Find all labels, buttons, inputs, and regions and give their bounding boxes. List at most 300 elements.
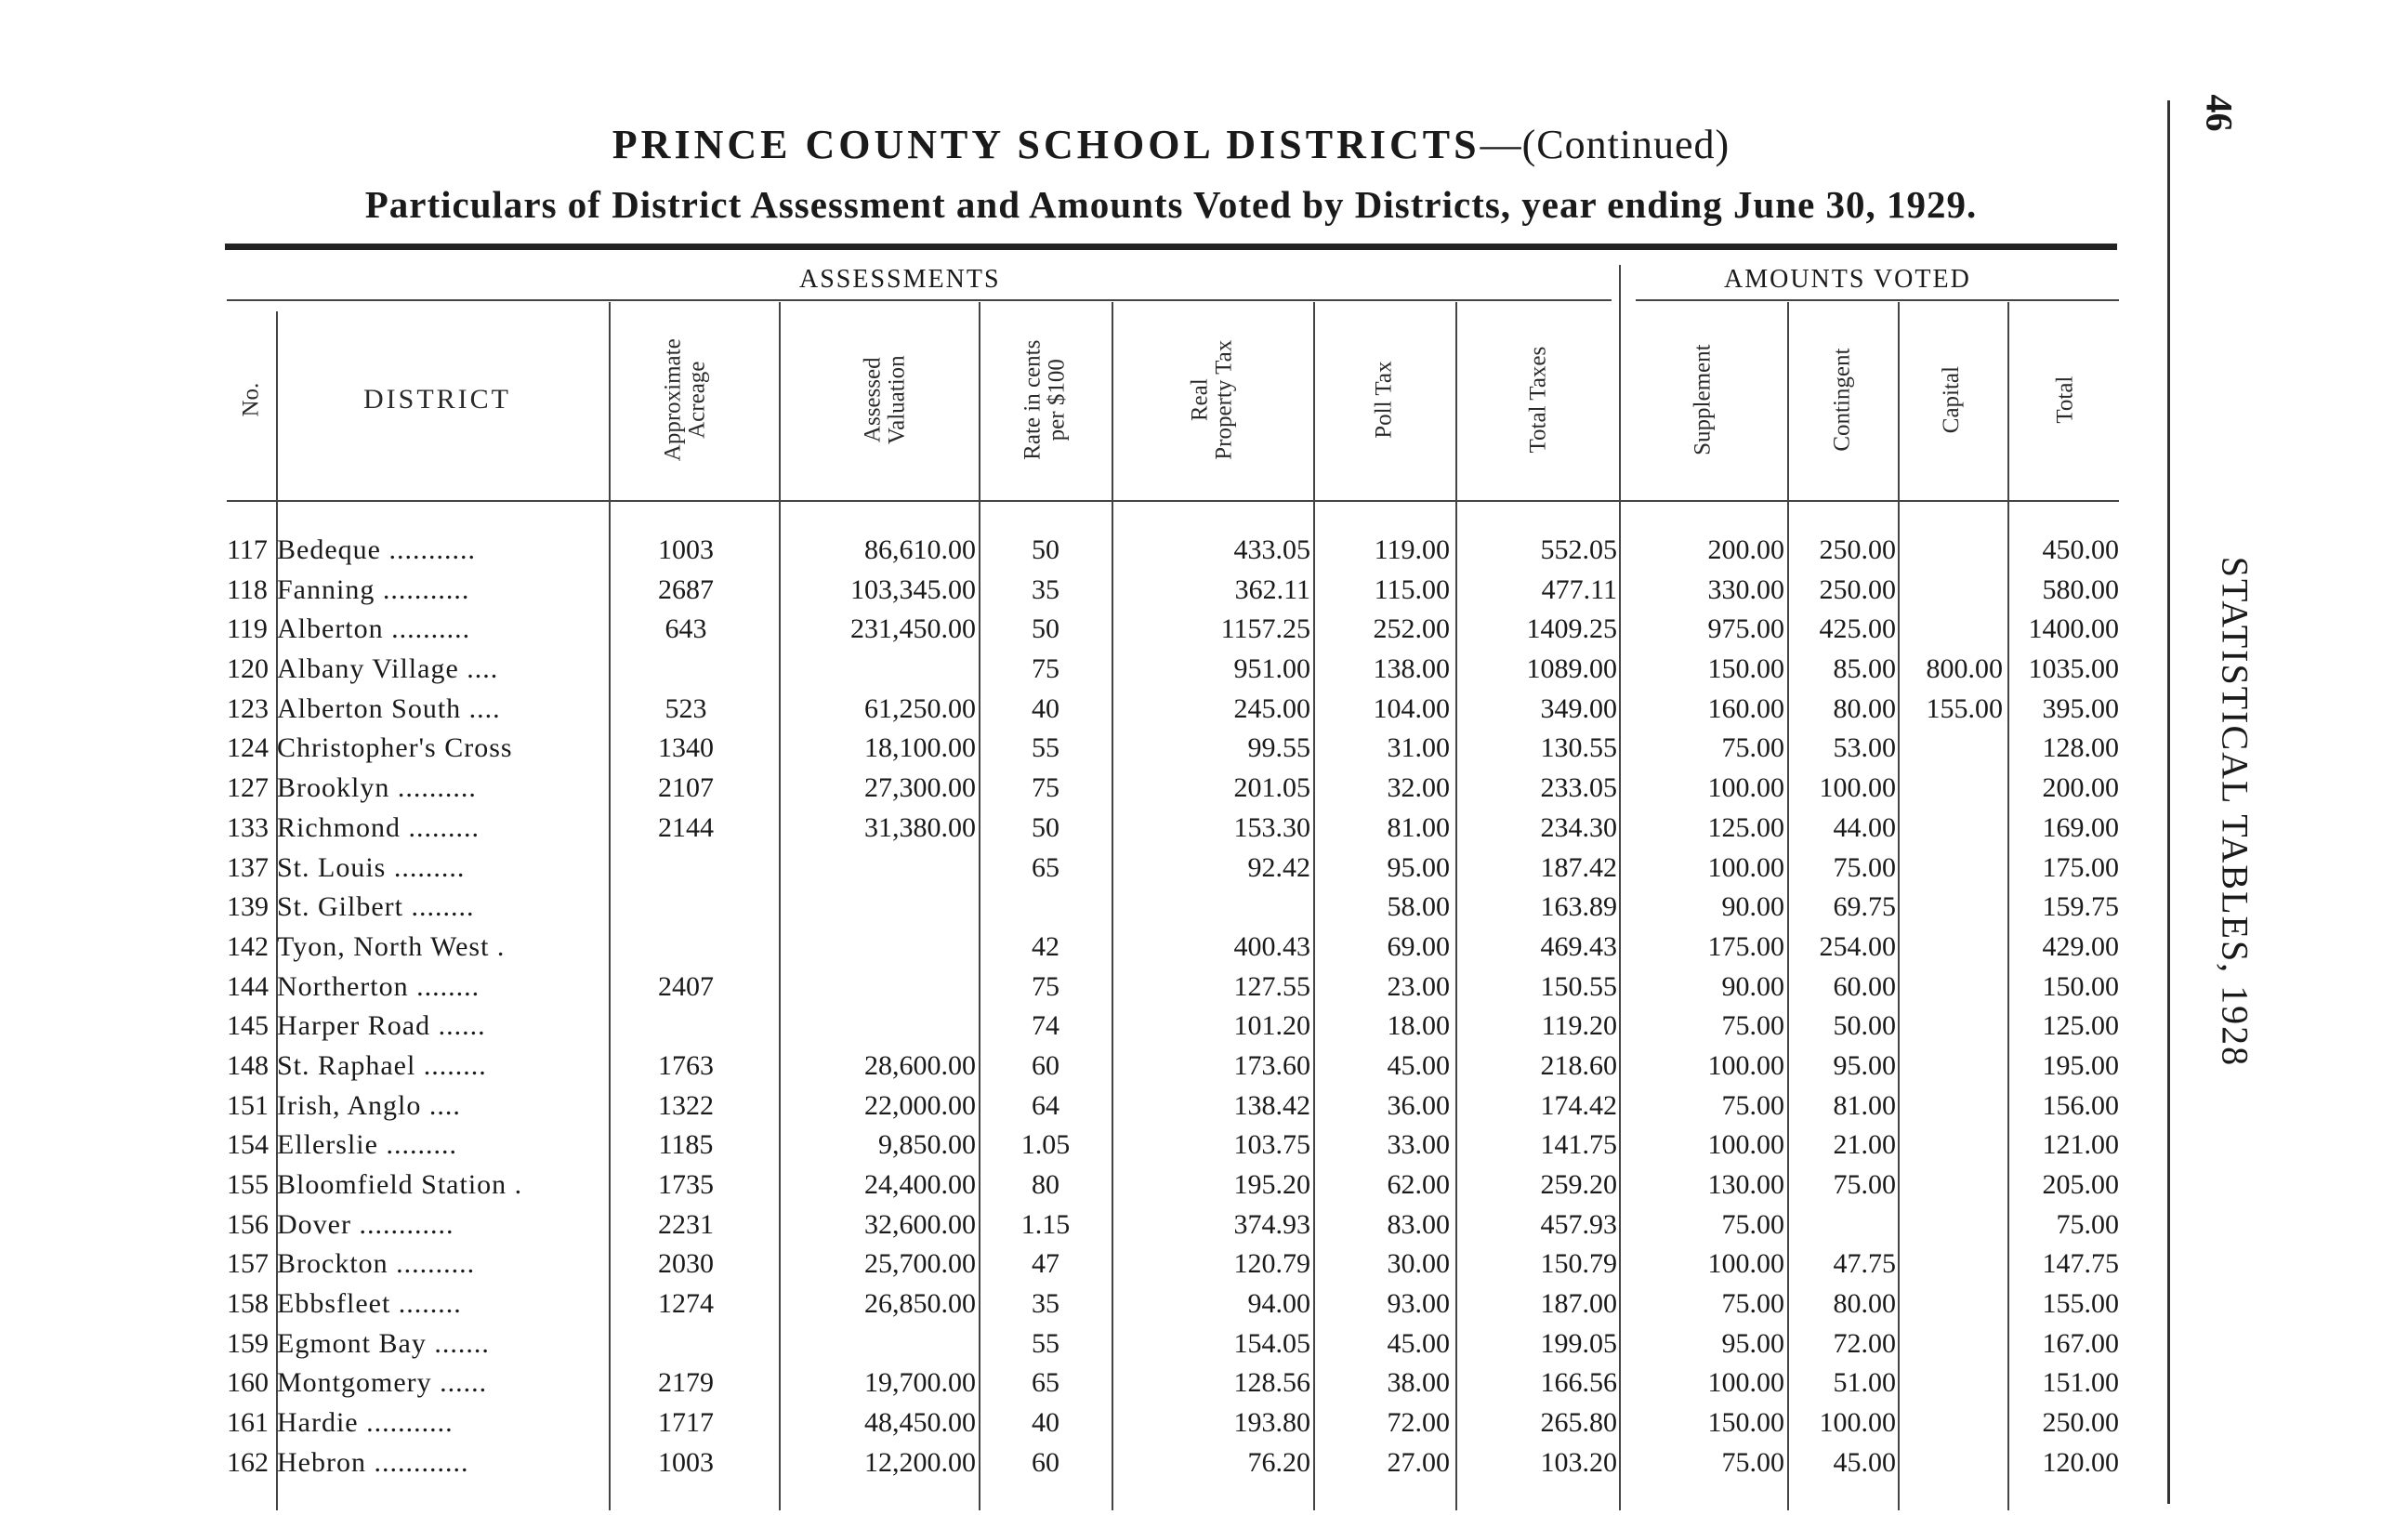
table-row [0,1367,2408,1407]
cell-total-taxes: 174.42 [1540,1089,1617,1121]
cell-valuation: 31,380.00 [864,811,976,843]
cell-acreage: 1717 [658,1407,714,1439]
page-number: 46 [2198,94,2241,132]
cell-real-tax: 193.80 [1233,1407,1310,1439]
cell-no: 148 [227,1049,269,1081]
cell-supplement: 975.00 [1707,613,1784,645]
cell-district: Tyon, North West . [277,930,506,962]
cell-district: Alberton South .... [277,692,501,724]
cell-total-taxes: 187.00 [1540,1288,1617,1320]
table-row [0,1248,2408,1288]
cell-real-tax: 153.30 [1233,811,1310,843]
table-row [0,772,2408,812]
cell-no: 142 [227,930,269,962]
cell-supplement: 90.00 [1721,970,1784,1002]
cell-total: 429.00 [2042,930,2119,962]
cell-real-tax: 195.20 [1233,1169,1310,1200]
cell-capital: 800.00 [1926,653,2003,685]
cell-real-tax: 92.42 [1247,851,1310,883]
table-row [0,1169,2408,1209]
cell-poll-tax: 252.00 [1373,613,1450,645]
cell-total: 125.00 [2042,1010,2119,1042]
cell-valuation: 19,700.00 [864,1367,976,1399]
cell-contingent: 53.00 [1833,732,1896,764]
cell-supplement: 75.00 [1721,1208,1784,1240]
cell-total: 205.00 [2042,1169,2119,1200]
cell-capital: 155.00 [1926,692,2003,724]
cell-acreage: 523 [665,692,707,724]
cell-contingent: 69.75 [1833,891,1896,923]
cell-total: 1400.00 [2028,613,2119,645]
cell-contingent: 85.00 [1833,653,1896,685]
cell-poll-tax: 115.00 [1374,573,1450,605]
cell-district: St. Gilbert ........ [277,891,475,923]
cell-no: 118 [227,573,268,605]
cell-valuation: 24,400.00 [864,1169,976,1200]
cell-supplement: 75.00 [1721,1010,1784,1042]
cell-no: 157 [227,1248,269,1280]
cell-poll-tax: 18.00 [1387,1010,1450,1042]
cell-supplement: 95.00 [1721,1327,1784,1359]
cell-district: Hardie ........... [277,1407,454,1439]
cell-district: St. Louis ......... [277,851,466,883]
cell-total-taxes: 130.55 [1540,732,1617,764]
cell-total-taxes: 477.11 [1541,573,1617,605]
cell-district: Hebron ............ [277,1446,469,1478]
cell-no: 162 [227,1446,269,1478]
cell-contingent: 44.00 [1833,811,1896,843]
cell-valuation: 18,100.00 [864,732,976,764]
page-title [223,121,2119,168]
cell-valuation: 28,600.00 [864,1049,976,1081]
cell-supplement: 160.00 [1707,692,1784,724]
cell-supplement: 330.00 [1707,573,1784,605]
col-header-poll-tax: Poll Tax [1371,361,1397,439]
cell-district: Ebbsfleet ........ [277,1288,462,1320]
cell-acreage: 1185 [658,1129,714,1161]
cell-no: 158 [227,1288,269,1320]
cell-total-taxes: 218.60 [1540,1049,1617,1081]
district-table-body [0,534,2408,1487]
cell-district: Egmont Bay ....... [277,1327,490,1359]
cell-real-tax: 362.11 [1234,573,1310,605]
cell-total: 250.00 [2042,1407,2119,1439]
cell-valuation: 32,600.00 [864,1208,976,1240]
table-row [0,1407,2408,1447]
col-header-acreage: Approximate Acreage [660,338,710,461]
cell-rate: 74 [1032,1010,1059,1042]
table-row [0,1328,2408,1368]
cell-poll-tax: 33.00 [1387,1129,1450,1161]
cell-total-taxes: 469.43 [1540,930,1617,962]
table-row [0,852,2408,892]
cell-poll-tax: 36.00 [1387,1089,1450,1121]
cell-total: 156.00 [2042,1089,2119,1121]
cell-valuation: 48,450.00 [864,1407,976,1439]
cell-total: 147.75 [2042,1248,2119,1280]
cell-acreage: 1322 [658,1089,714,1121]
cell-no: 123 [227,692,269,724]
cell-district: Dover ............ [277,1208,454,1240]
table-row [0,1050,2408,1090]
margin-rule [2167,100,2170,1504]
cell-poll-tax: 31.00 [1387,732,1450,764]
cell-valuation: 27,300.00 [864,772,976,804]
cell-real-tax: 1157.25 [1220,613,1310,645]
cell-real-tax: 99.55 [1247,732,1310,764]
cell-valuation: 9,850.00 [878,1129,976,1161]
cell-supplement: 125.00 [1707,811,1784,843]
cell-district: Richmond ......... [277,811,480,843]
cell-real-tax: 94.00 [1247,1288,1310,1320]
table-row [0,1447,2408,1487]
cell-supplement: 100.00 [1707,1129,1784,1161]
col-header-total-taxes: Total Taxes [1524,346,1550,454]
cell-total-taxes: 163.89 [1540,891,1617,923]
cell-poll-tax: 95.00 [1387,851,1450,883]
cell-real-tax: 951.00 [1233,653,1310,685]
cell-acreage: 2030 [658,1248,714,1280]
cell-total: 175.00 [2042,851,2119,883]
cell-supplement: 100.00 [1707,772,1784,804]
cell-total: 167.00 [2042,1327,2119,1359]
cell-real-tax: 433.05 [1233,534,1310,565]
column-header-rule [227,500,2119,502]
cell-total-taxes: 349.00 [1540,692,1617,724]
cell-total: 450.00 [2042,534,2119,565]
cell-supplement: 200.00 [1707,534,1784,565]
cell-total-taxes: 1409.25 [1526,613,1617,645]
cell-acreage: 1340 [658,732,714,764]
cell-district: St. Raphael ........ [277,1049,487,1081]
cell-no: 155 [227,1169,269,1200]
cell-total-taxes: 166.56 [1540,1367,1617,1399]
cell-rate: 40 [1032,1407,1059,1439]
cell-total: 580.00 [2042,573,2119,605]
cell-real-tax: 128.56 [1233,1367,1310,1399]
cell-total: 159.75 [2042,891,2119,923]
cell-total-taxes: 119.20 [1541,1010,1617,1042]
cell-rate: 50 [1032,811,1059,843]
cell-contingent: 45.00 [1833,1446,1896,1478]
cell-poll-tax: 104.00 [1373,692,1450,724]
cell-rate: 60 [1032,1446,1059,1478]
cell-total-taxes: 233.05 [1540,772,1617,804]
cell-poll-tax: 93.00 [1387,1288,1450,1320]
page-subtitle: Particulars of District Assessment and Amounts Voted by Districts, year ending June 30, 1929. [364,183,1978,226]
cell-contingent: 75.00 [1833,851,1896,883]
cell-contingent: 51.00 [1833,1367,1896,1399]
cell-contingent: 47.75 [1833,1248,1896,1280]
cell-district: Montgomery ...... [277,1367,488,1399]
col-header-rate: Rate in cents per $100 [1020,339,1070,460]
cell-poll-tax: 83.00 [1387,1208,1450,1240]
table-row [0,812,2408,852]
cell-no: 133 [227,811,269,843]
title-main: PRINCE COUNTY SCHOOL DISTRICTS [612,122,1480,167]
cell-valuation: 22,000.00 [864,1089,976,1121]
cell-contingent: 100.00 [1819,772,1896,804]
cell-rate: 60 [1032,1049,1059,1081]
cell-rate: 65 [1032,851,1059,883]
cell-acreage: 1274 [658,1288,714,1320]
cell-rate: 55 [1032,1327,1059,1359]
group-rule-assessments [227,299,1612,301]
cell-total: 151.00 [2042,1367,2119,1399]
cell-poll-tax: 58.00 [1387,891,1450,923]
cell-poll-tax: 45.00 [1387,1049,1450,1081]
cell-supplement: 100.00 [1707,851,1784,883]
cell-rate: 1.15 [1020,1208,1071,1240]
cell-real-tax: 173.60 [1233,1049,1310,1081]
cell-no: 159 [227,1327,269,1359]
cell-total: 155.00 [2042,1288,2119,1320]
cell-contingent: 72.00 [1833,1327,1896,1359]
cell-supplement: 100.00 [1707,1367,1784,1399]
cell-total-taxes: 150.55 [1540,970,1617,1002]
cell-valuation: 103,345.00 [850,573,976,605]
table-row [0,1288,2408,1328]
cell-contingent: 254.00 [1819,930,1896,962]
cell-valuation: 61,250.00 [864,692,976,724]
cell-total-taxes: 187.42 [1540,851,1617,883]
cell-total: 200.00 [2042,772,2119,804]
cell-total-taxes: 141.75 [1540,1129,1617,1161]
cell-real-tax: 245.00 [1233,692,1310,724]
table-row [0,1010,2408,1050]
cell-real-tax: 154.05 [1233,1327,1310,1359]
table-row [0,1209,2408,1249]
cell-real-tax: 374.93 [1233,1208,1310,1240]
cell-contingent: 21.00 [1833,1129,1896,1161]
cell-poll-tax: 62.00 [1387,1169,1450,1200]
table-row [0,574,2408,614]
cell-district: Northerton ........ [277,970,480,1002]
cell-acreage: 2107 [658,772,714,804]
cell-supplement: 75.00 [1721,1446,1784,1478]
cell-no: 127 [227,772,269,804]
cell-no: 154 [227,1129,269,1161]
cell-poll-tax: 45.00 [1387,1327,1450,1359]
cell-no: 161 [227,1407,269,1439]
cell-contingent: 250.00 [1819,534,1896,565]
cell-no: 119 [227,613,268,645]
table-row [0,891,2408,931]
cell-rate: 50 [1032,613,1059,645]
cell-total-taxes: 265.80 [1540,1407,1617,1439]
cell-total: 121.00 [2042,1129,2119,1161]
cell-acreage: 2179 [658,1367,714,1399]
cell-real-tax: 120.79 [1233,1248,1310,1280]
table-row [0,653,2408,693]
cell-acreage: 2687 [658,573,714,605]
col-header-district: DISTRICT [363,384,511,415]
cell-district: Irish, Anglo .... [277,1089,461,1121]
cell-supplement: 100.00 [1707,1049,1784,1081]
cell-supplement: 75.00 [1721,1089,1784,1121]
cell-total-taxes: 1089.00 [1526,653,1617,685]
cell-no: 124 [227,732,269,764]
cell-real-tax: 400.43 [1233,930,1310,962]
cell-total-taxes: 150.79 [1540,1248,1617,1280]
table-row [0,931,2408,971]
cell-total-taxes: 552.05 [1540,534,1617,565]
cell-real-tax: 101.20 [1233,1010,1310,1042]
table-row [0,613,2408,653]
cell-supplement: 150.00 [1707,653,1784,685]
cell-contingent: 50.00 [1833,1010,1896,1042]
cell-total: 75.00 [2056,1208,2119,1240]
cell-rate: 47 [1032,1248,1059,1280]
cell-real-tax: 138.42 [1233,1089,1310,1121]
col-header-real-tax: Real Property Tax [1187,339,1237,460]
cell-real-tax: 127.55 [1233,970,1310,1002]
group-header-assessments: ASSESSMENTS [799,265,1001,294]
cell-rate: 55 [1032,732,1059,764]
cell-acreage: 1735 [658,1169,714,1200]
table-row [0,1129,2408,1169]
cell-real-tax: 103.75 [1233,1129,1310,1161]
cell-poll-tax: 72.00 [1387,1407,1450,1439]
cell-total-taxes: 234.30 [1540,811,1617,843]
cell-contingent: 81.00 [1833,1089,1896,1121]
title-continued: —(Continued) [1480,122,1730,167]
cell-district: Harper Road ...... [277,1010,486,1042]
cell-supplement: 90.00 [1721,891,1784,923]
cell-district: Ellerslie ......... [277,1129,457,1161]
cell-no: 160 [227,1367,269,1399]
running-title: STATISTICAL TABLES, 1928 [2214,556,2257,1068]
cell-no: 156 [227,1208,269,1240]
cell-district: Brockton .......... [277,1248,476,1280]
cell-rate: 80 [1032,1169,1059,1200]
cell-acreage: 2407 [658,970,714,1002]
cell-valuation: 12,200.00 [864,1446,976,1478]
cell-poll-tax: 69.00 [1387,930,1450,962]
cell-district: Alberton .......... [277,613,471,645]
header-rule [225,244,2117,250]
cell-supplement: 75.00 [1721,732,1784,764]
group-rule-voted [1636,299,2119,301]
cell-rate: 65 [1032,1367,1059,1399]
cell-rate: 50 [1032,534,1059,565]
cell-no: 151 [227,1089,269,1121]
cell-valuation: 26,850.00 [864,1288,976,1320]
table-row [0,693,2408,733]
cell-contingent: 80.00 [1833,1288,1896,1320]
cell-no: 139 [227,891,269,923]
cell-total: 150.00 [2042,970,2119,1002]
table-row [0,534,2408,574]
cell-total: 120.00 [2042,1446,2119,1478]
cell-acreage: 1763 [658,1049,714,1081]
cell-contingent: 250.00 [1819,573,1896,605]
cell-real-tax: 201.05 [1233,772,1310,804]
cell-district: Albany Village .... [277,653,499,685]
cell-no: 120 [227,653,269,685]
cell-rate: 1.05 [1020,1129,1071,1161]
cell-poll-tax: 119.00 [1374,534,1450,565]
cell-contingent: 100.00 [1819,1407,1896,1439]
col-header-total: Total [2052,375,2078,424]
cell-no: 137 [227,851,269,883]
cell-supplement: 130.00 [1707,1169,1784,1200]
cell-acreage: 2231 [658,1208,714,1240]
cell-valuation: 231,450.00 [850,613,976,645]
col-header-capital: Capital [1938,365,1964,434]
cell-poll-tax: 30.00 [1387,1248,1450,1280]
cell-rate: 35 [1032,1288,1059,1320]
cell-no: 144 [227,970,269,1002]
cell-contingent: 80.00 [1833,692,1896,724]
cell-contingent: 60.00 [1833,970,1896,1002]
cell-total-taxes: 259.20 [1540,1169,1617,1200]
cell-contingent: 75.00 [1833,1169,1896,1200]
cell-poll-tax: 23.00 [1387,970,1450,1002]
cell-district: Fanning ........... [277,573,470,605]
cell-rate: 75 [1032,970,1059,1002]
cell-district: Christopher's Cross [277,732,513,764]
cell-total: 395.00 [2042,692,2119,724]
cell-total: 169.00 [2042,811,2119,843]
col-header-valuation: Assessed Valuation [860,355,910,444]
table-row [0,971,2408,1011]
cell-valuation: 86,610.00 [864,534,976,565]
cell-rate: 35 [1032,573,1059,605]
cell-poll-tax: 81.00 [1387,811,1450,843]
table-row [0,732,2408,772]
cell-acreage: 1003 [658,1446,714,1478]
cell-total: 1035.00 [2028,653,2119,685]
cell-contingent: 425.00 [1819,613,1896,645]
cell-supplement: 175.00 [1707,930,1784,962]
table-row [0,1090,2408,1130]
cell-rate: 40 [1032,692,1059,724]
cell-district: Bloomfield Station . [277,1169,523,1200]
cell-total-taxes: 199.05 [1540,1327,1617,1359]
cell-contingent: 95.00 [1833,1049,1896,1081]
cell-valuation: 25,700.00 [864,1248,976,1280]
cell-real-tax: 76.20 [1247,1446,1310,1478]
cell-rate: 64 [1032,1089,1059,1121]
cell-total: 128.00 [2042,732,2119,764]
cell-acreage: 2144 [658,811,714,843]
cell-total-taxes: 103.20 [1540,1446,1617,1478]
cell-district: Bedeque ........... [277,534,476,565]
cell-supplement: 150.00 [1707,1407,1784,1439]
cell-poll-tax: 38.00 [1387,1367,1450,1399]
cell-supplement: 100.00 [1707,1248,1784,1280]
cell-total-taxes: 457.93 [1540,1208,1617,1240]
group-header-amounts-voted: AMOUNTS VOTED [1724,265,1971,294]
col-header-contingent: Contingent [1829,348,1855,452]
cell-poll-tax: 138.00 [1373,653,1450,685]
cell-district: Brooklyn .......... [277,772,477,804]
cell-rate: 75 [1032,653,1059,685]
cell-poll-tax: 32.00 [1387,772,1450,804]
cell-no: 145 [227,1010,269,1042]
cell-supplement: 75.00 [1721,1288,1784,1320]
cell-rate: 42 [1032,930,1059,962]
cell-total: 195.00 [2042,1049,2119,1081]
cell-poll-tax: 27.00 [1387,1446,1450,1478]
cell-acreage: 643 [665,613,707,645]
cell-no: 117 [227,534,268,565]
col-header-supplement: Supplement [1690,344,1716,455]
cell-acreage: 1003 [658,534,714,565]
col-header-no: No. [237,382,263,417]
cell-rate: 75 [1032,772,1059,804]
